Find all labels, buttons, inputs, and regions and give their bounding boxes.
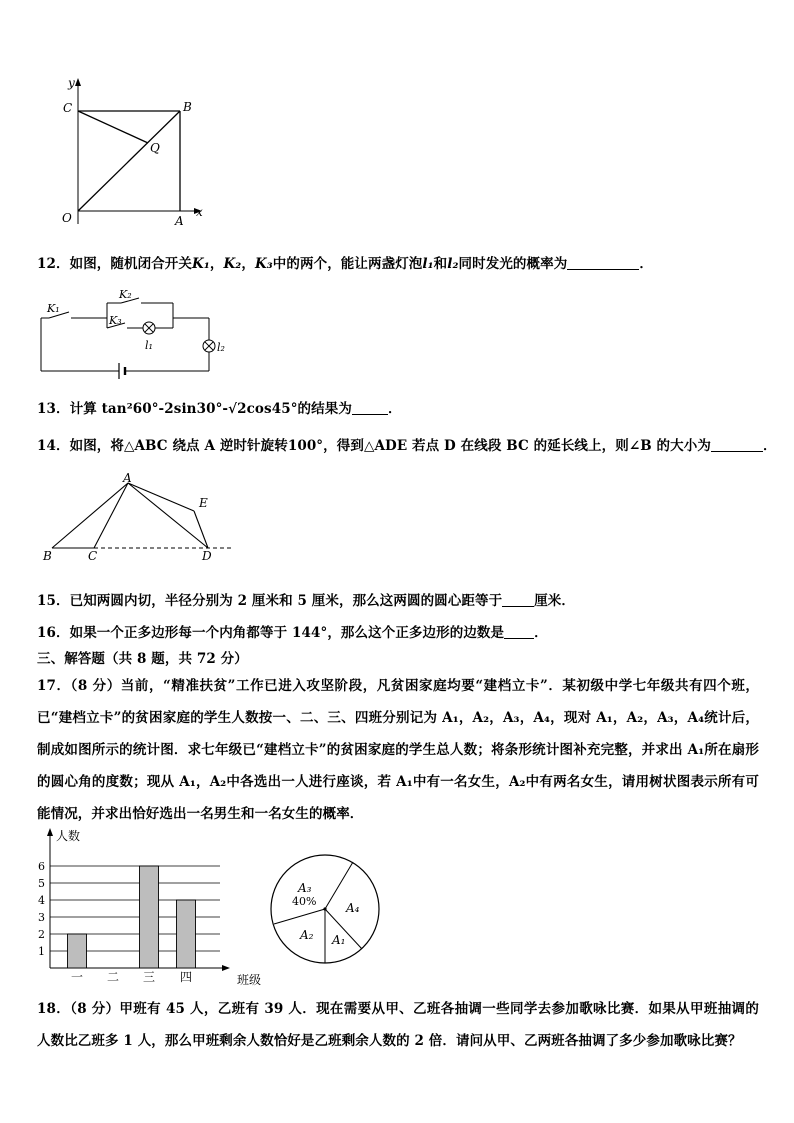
question-number: 15． <box>37 593 70 609</box>
x-axis-arrow <box>222 965 230 971</box>
label-c: C <box>63 101 73 115</box>
y-tick-label: 2 <box>38 928 45 941</box>
label-b: B <box>43 549 52 563</box>
question-number: 18． <box>37 1001 71 1017</box>
question-end: ． <box>387 401 402 417</box>
answer-blank <box>352 400 388 415</box>
question-number: 17． <box>37 678 71 694</box>
answer-blank <box>711 437 763 452</box>
question-text: 如图，将△ABC 绕点 A 逆时针旋转100°，得到△ADE 若点 D 在线段 BC 的延长线上，则∠B 的大小为 <box>69 438 711 454</box>
label-b: B <box>183 100 192 114</box>
separator: ， <box>241 256 255 272</box>
triangle-figure <box>38 470 238 570</box>
segment-ac <box>94 483 128 548</box>
label-q: Q <box>150 141 160 155</box>
circuit-figure <box>35 288 235 388</box>
symbol-k1: K₁ <box>192 256 210 272</box>
diagonal-ob <box>78 111 180 211</box>
question-17 <box>37 670 759 830</box>
segment-ab <box>52 483 128 548</box>
label-a: A <box>175 214 184 228</box>
answer-blank <box>502 592 534 607</box>
question-text: （8 分）甲班有 45 人，乙班有 39 人．现在需要从甲、乙班各抽调一些同学去参加歌咏比赛．如果从甲班抽调的人数比乙班多 1 人，那么甲班剩余人数恰好是乙班剩余人数的 2 倍．请问从甲、乙两班各抽调了多少参加歌咏比赛？ <box>37 1001 759 1049</box>
y-tick-label: 6 <box>38 860 45 873</box>
question-text: 厘米． <box>534 593 575 609</box>
label-d: D <box>202 549 212 563</box>
question-18 <box>37 993 759 1057</box>
bar-1 <box>68 934 87 968</box>
y-axis-arrow <box>47 828 53 836</box>
label-k1: K₁ <box>47 302 60 315</box>
x-tick-label: 一 <box>71 970 84 984</box>
x-tick-label: 四 <box>180 970 193 984</box>
label-k3: K₃ <box>109 314 122 327</box>
question-text: 中的两个，能让两盏灯泡 <box>272 256 423 272</box>
answer-blank <box>567 255 639 270</box>
question-text: 和 <box>433 256 448 272</box>
question-text: 同时发光的概率为 <box>458 256 568 272</box>
question-number: 14． <box>37 438 70 454</box>
question-number: 12． <box>37 256 70 272</box>
symbol-k3: K₃ <box>254 256 273 272</box>
x-tick-label: 二 <box>107 970 120 984</box>
bar-4 <box>177 900 196 968</box>
question-text: 计算 tan²60°-2sin30°- <box>69 401 229 417</box>
symbol-k2: K₂ <box>223 256 242 272</box>
segment-cq <box>78 111 148 143</box>
label-a: A <box>123 471 132 485</box>
separator: ， <box>209 256 224 272</box>
label-x: x <box>196 205 203 219</box>
pie-label-a2: A₂ <box>300 928 314 942</box>
question-end: ． <box>762 438 777 454</box>
label-o: O <box>62 211 72 225</box>
pie-chart <box>264 832 384 972</box>
x-axis-label: 班级 <box>237 973 262 987</box>
square-figure <box>50 74 210 234</box>
bar-chart <box>30 826 270 990</box>
y-axis-label: 人数 <box>56 829 81 843</box>
symbol-l2: l₂ <box>447 256 459 272</box>
question-12 <box>37 254 759 274</box>
y-tick-label: 3 <box>38 911 45 924</box>
sqrt-term: √2 <box>228 401 247 417</box>
question-14 <box>37 436 777 456</box>
section-title: 三、解答题（共 8 题，共 72 分） <box>37 651 248 667</box>
symbol-l1: l₁ <box>422 256 434 272</box>
y-tick-label: 1 <box>38 945 45 958</box>
label-l1: l₁ <box>145 339 153 352</box>
question-text: cos45°的结果为 <box>246 401 352 417</box>
label-y: y <box>68 76 75 90</box>
label-e: E <box>199 496 208 510</box>
pie-center <box>323 907 326 910</box>
question-13 <box>37 399 759 419</box>
label-l2: l₂ <box>217 341 225 354</box>
pie-label-a3: A₃ <box>298 881 312 895</box>
x-tick-label: 三 <box>143 970 156 984</box>
label-c: C <box>88 549 98 563</box>
question-number: 16． <box>37 625 70 641</box>
y-tick-label: 5 <box>38 877 45 890</box>
bar-3 <box>140 866 159 968</box>
question-15 <box>37 591 759 611</box>
segment-ae <box>128 483 194 511</box>
question-text: 如图，随机闭合开关 <box>69 256 192 272</box>
pie-label-a1: A₁ <box>332 933 346 947</box>
question-16 <box>37 623 759 643</box>
pie-label-a4: A₄ <box>346 901 360 915</box>
question-number: 13． <box>37 401 70 417</box>
answer-blank <box>504 624 534 639</box>
y-axis-arrow <box>75 78 81 86</box>
question-end: ． <box>534 625 548 641</box>
pie-annotation-a3: 40% <box>292 895 317 908</box>
question-text: （8 分）当前，“精准扶贫”工作已进入攻坚阶段，凡贫困家庭均要“建档立卡”．某初级中学七年级共有四个班，已“建档立卡”的贫困家庭的学生人数按一、二、三、四班分别记为 A₁，A₂，A₃，A₄，现对 A₁，A₂，A₃，A₄统计后，制成如图所示的统计图．求七年级已“建档立卡”的贫困家庭的学生总人数；将条形统计图补充完整，并求出 A₁所在扇形的圆心角的度数；现从 A₁，A₂中各选出一人进行座谈，若 A₁中有一名女生，A₂中有两名女生，请用树状图表示所有可能情况，并求出恰好选出一名男生和一名女生的概率． <box>37 678 759 822</box>
question-text: 已知两圆内切，半径分别为 2 厘米和 5 厘米，那么这两圆的圆心距等于 <box>69 593 503 609</box>
question-text: 如果一个正多边形每一个内角都等于 144°，那么这个正多边形的边数是 <box>69 625 505 641</box>
question-end: ． <box>639 256 653 272</box>
label-k2: K₂ <box>119 288 132 301</box>
y-tick-label: 4 <box>38 894 45 907</box>
